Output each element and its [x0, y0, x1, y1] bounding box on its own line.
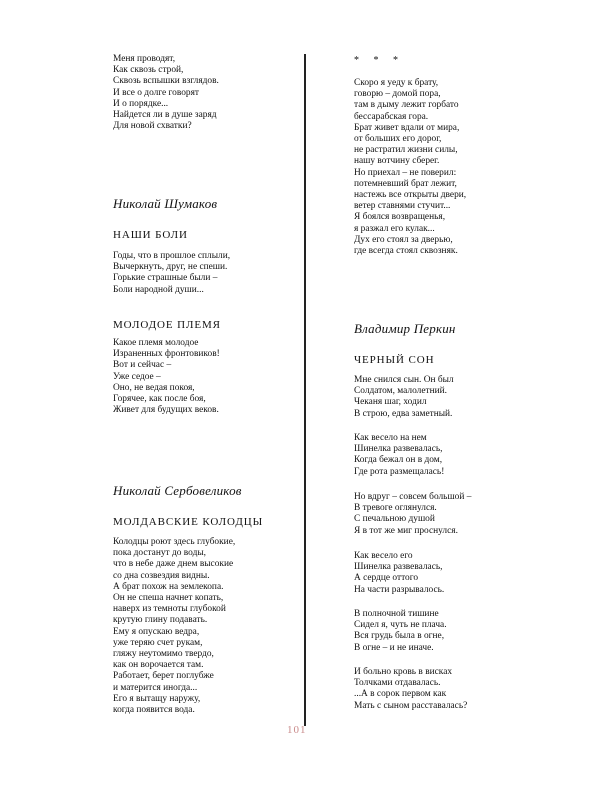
verse-line: Но приехал – не поверил:	[354, 167, 457, 178]
verse-line: когда появится вода.	[113, 705, 195, 716]
verse-line: И больно кровь в висках	[354, 667, 453, 677]
verse-line: Где рота размещалась!	[354, 466, 445, 477]
verse-line: наверх из темноты глубокой	[113, 604, 226, 615]
verse-line: Сидел я, чуть не плача.	[354, 620, 447, 631]
verse-line: На части разрывалось.	[354, 584, 445, 595]
verse-line: Но вдруг – совсем большой –	[354, 492, 472, 502]
poem-title-cherny-son: ЧЕРНЫЙ СОН	[354, 354, 435, 366]
verse-line: Его я вытащу наружу,	[113, 693, 201, 704]
verse-line: Оно, не ведая покоя,	[113, 382, 195, 393]
verse-line: гляжу неутомимо твердо,	[113, 649, 214, 660]
verse-line: Мать с сыном расставалась?	[354, 700, 468, 711]
stanza-1	[354, 375, 454, 420]
verse-line: Годы, что в прошлое сплыли,	[113, 251, 231, 261]
verse-line: Боли народной души...	[113, 284, 204, 295]
verse-line: как он ворочается там.	[113, 660, 204, 671]
verse-line: Брат живет вдали от мира,	[354, 122, 460, 133]
stanza-4	[354, 551, 444, 596]
stanza-2	[354, 433, 444, 478]
verse-line: Скоро я уеду к брату,	[354, 78, 439, 88]
verse-line: со дна созвездия видны.	[113, 570, 210, 581]
poem-nashi-boli	[113, 251, 230, 296]
verse-line: Найдется ли в душе заряд	[113, 110, 217, 121]
verse-line: Как весело на нем	[354, 433, 427, 443]
verse-line: я разжал его кулак...	[354, 223, 435, 234]
verse-line: Я боялся возвращенья,	[354, 212, 446, 223]
stanza-5	[354, 609, 447, 654]
verse-line: А сердце оттого	[354, 573, 419, 584]
poem-title-nashi-boli: НАШИ БОЛИ	[113, 229, 188, 241]
verse-line: Чеканя шаг, ходил	[354, 397, 427, 408]
verse-line: Ему я опускаю ведра,	[113, 626, 200, 637]
verse-line: от больших его дорог,	[354, 134, 442, 145]
verse-line: крутую глину подавать.	[113, 615, 208, 626]
verse-line: Шинелка развевалась,	[354, 444, 443, 455]
verse-line: Горькие страшные были –	[113, 273, 218, 284]
verse-line: бессарабская гора.	[354, 111, 429, 122]
verse-line: потемневший брат лежит,	[354, 178, 457, 189]
verse-line: И все о долге говорят	[113, 87, 199, 98]
verse-line: уже теряю счет рукам,	[113, 637, 203, 648]
verse-line: Он не спеша начнет копать,	[113, 593, 224, 604]
stanza-6	[354, 667, 467, 712]
author-perkin: Владимир Перкин	[354, 321, 456, 336]
verse-line: Горячее, как после боя,	[113, 394, 206, 405]
verse-line: ветер ставнями стучит...	[354, 201, 451, 212]
verse-line: В строю, едва заметный.	[354, 408, 453, 419]
verse-line: С печальною душой	[354, 514, 435, 525]
verse-line: Колодцы роют здесь глубокие,	[113, 537, 236, 547]
verse-line: Живет для будущих веков.	[113, 405, 219, 416]
stanza-3	[354, 492, 471, 537]
verse-line: Для новой схватки?	[113, 121, 192, 132]
verse-line: Когда бежал он в дом,	[354, 455, 443, 466]
verse-line: Вот и сейчас –	[113, 360, 172, 371]
verse-line: где всегда стоял сквозняк.	[354, 246, 458, 257]
section-stars: * * *	[354, 55, 404, 66]
verse-line: А брат похож на землекопа.	[113, 581, 224, 592]
verse-line: Какое племя молодое	[113, 338, 199, 348]
verse-line: Уже седое –	[113, 371, 161, 382]
verse-line: Работает, берет поглубже	[113, 671, 214, 682]
author-shumakov: Николай Шумаков	[113, 196, 218, 211]
verse-line: что в небе даже днем высокие	[113, 559, 234, 570]
column-divider	[304, 54, 306, 726]
verse-line: пока достанут до воды,	[113, 548, 206, 559]
verse-line: В полночной тишине	[354, 609, 439, 619]
verse-line: Как весело его	[354, 551, 413, 561]
verse-line: настежь все открыты двери,	[354, 190, 467, 201]
verse-line: говорю – домой пора,	[354, 89, 441, 100]
poem-title-molodoe-plemya: МОЛОДОЕ ПЛЕМЯ	[113, 319, 221, 331]
verse-line: Меня проводят,	[113, 54, 176, 64]
verse-line: В тревоге оглянулся.	[354, 503, 437, 514]
verse-line: Сквозь вспышки взглядов.	[113, 76, 219, 87]
verse-line: Как сквозь строй,	[113, 65, 184, 76]
poem-moldavskie-kolodtsy	[113, 537, 235, 716]
poem-skoro-ya-uedu	[354, 78, 466, 257]
poem-title-moldavskie-kolodtsy: МОЛДАВСКИЕ КОЛОДЦЫ	[113, 516, 264, 528]
intro-poem	[113, 54, 219, 132]
verse-line: и матерится иногда...	[113, 682, 198, 693]
verse-line: Вычеркнуть, друг, не спеши.	[113, 262, 228, 273]
verse-line: Вся грудь была в огне,	[354, 631, 445, 642]
verse-line: Израненных фронтовиков!	[113, 349, 220, 360]
verse-line: Мне снился сын. Он был	[354, 375, 454, 385]
verse-line: Солдатом, малолетний.	[354, 386, 447, 397]
verse-line: нашу вотчину сберег.	[354, 156, 440, 167]
poem-molodoe-plemya	[113, 338, 220, 416]
verse-line: И о порядке...	[113, 98, 169, 109]
verse-line: Я в тот же миг проснулся.	[354, 525, 458, 536]
verse-line: не растратил жизни силы,	[354, 145, 458, 156]
page-number: 101	[287, 724, 307, 736]
verse-line: Дух его стоял за дверью,	[354, 234, 453, 245]
verse-line: ...А в сорок первом как	[354, 689, 447, 700]
verse-line: там в дыму лежит горбато	[354, 100, 459, 111]
author-serbovelikov: Николай Сербовеликов	[113, 483, 242, 498]
verse-line: Шинелка развевалась,	[354, 562, 443, 573]
verse-line: Толчками отдавалась.	[354, 678, 441, 689]
verse-line: В огне – и не иначе.	[354, 642, 434, 653]
